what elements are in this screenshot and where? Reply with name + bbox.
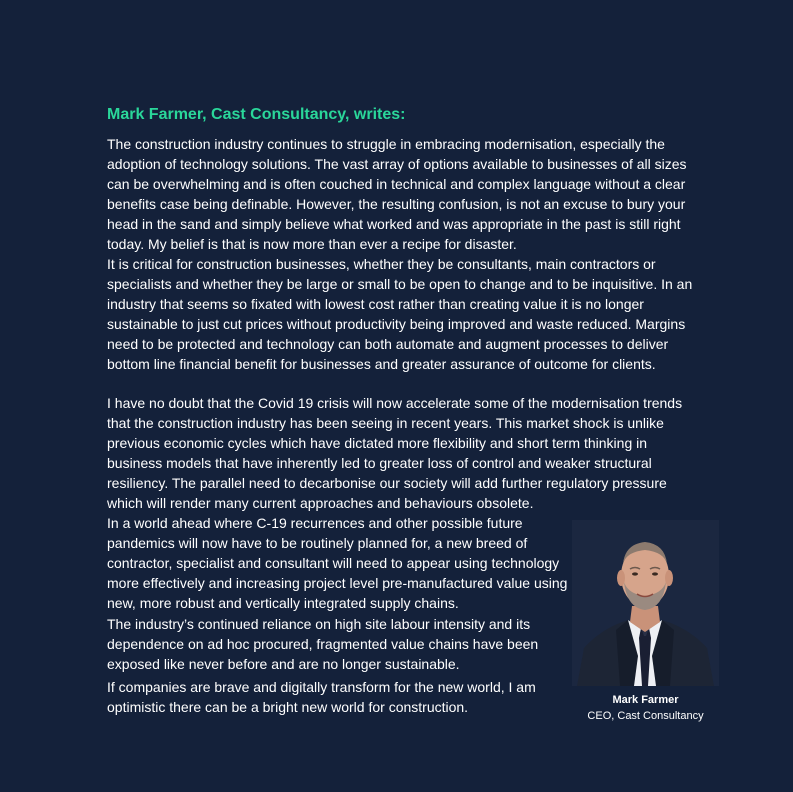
paragraph: The industry’s continued reliance on high site labour intensity and its dependence on ad hoc procured, fragmented value chains have been exposed like never before and are no longer sustainable. bbox=[107, 616, 539, 672]
paragraph: If companies are brave and digitally transform for the new world, I am optimistic there can be a bright new world for construction. bbox=[107, 679, 536, 715]
paragraph: In a world ahead where C-19 recurrences and other possible future pandemics will now have to be routinely planned for, a new breed of contractor, specialist and consultant will need to appear using technology more effectively and increasing project level pre-manufactured value using new, more robust and vertically integrated supply chains. bbox=[107, 515, 568, 611]
article-heading: Mark Farmer, Cast Consultancy, writes: bbox=[107, 106, 406, 123]
paragraph: I have no doubt that the Covid 19 crisis will now accelerate some of the modernisation trends that the construction industry has been seeing in recent years. This market shock is unlike previous economic cycles which have dictated more flexibility and short term thinking in business models that have inherently led to greater loss of control and weaker structural resiliency. The parallel need to decarbonise our society will add further regulatory pressure which will render many current approaches and behaviours obsolete. bbox=[107, 395, 683, 511]
paragraph: It is critical for construction businesses, whether they be consultants, main contractors or specialists and whether they be large or small to be open to change and to be inquisitive. In an industry that seems so fixated with lowest cost rather than creating value it is no longer sustainable to just cut prices without productivity being improved and waste reduced. Margins need to be protected and technology can both automate and augment processes to deliver bottom line financial benefit for businesses and greater assurance of outcome for clients. bbox=[107, 256, 693, 372]
paragraph: The construction industry continues to struggle in embracing modernisation, especially the adoption of technology solutions. The vast array of options available to businesses of all sizes can be overwhelming and is often couched in technical and complex language without a clear benefits case being definable. However, the resulting confusion, is not an excuse to bury your head in the sand and simply believe what worked and was appropriate in the past is still right today. My belief is that is now more than ever a recipe for disaster. bbox=[107, 136, 687, 252]
portrait-role: CEO, Cast Consultancy bbox=[587, 710, 704, 722]
portrait-photo bbox=[572, 520, 719, 686]
portrait-name: Mark Farmer bbox=[612, 694, 679, 706]
